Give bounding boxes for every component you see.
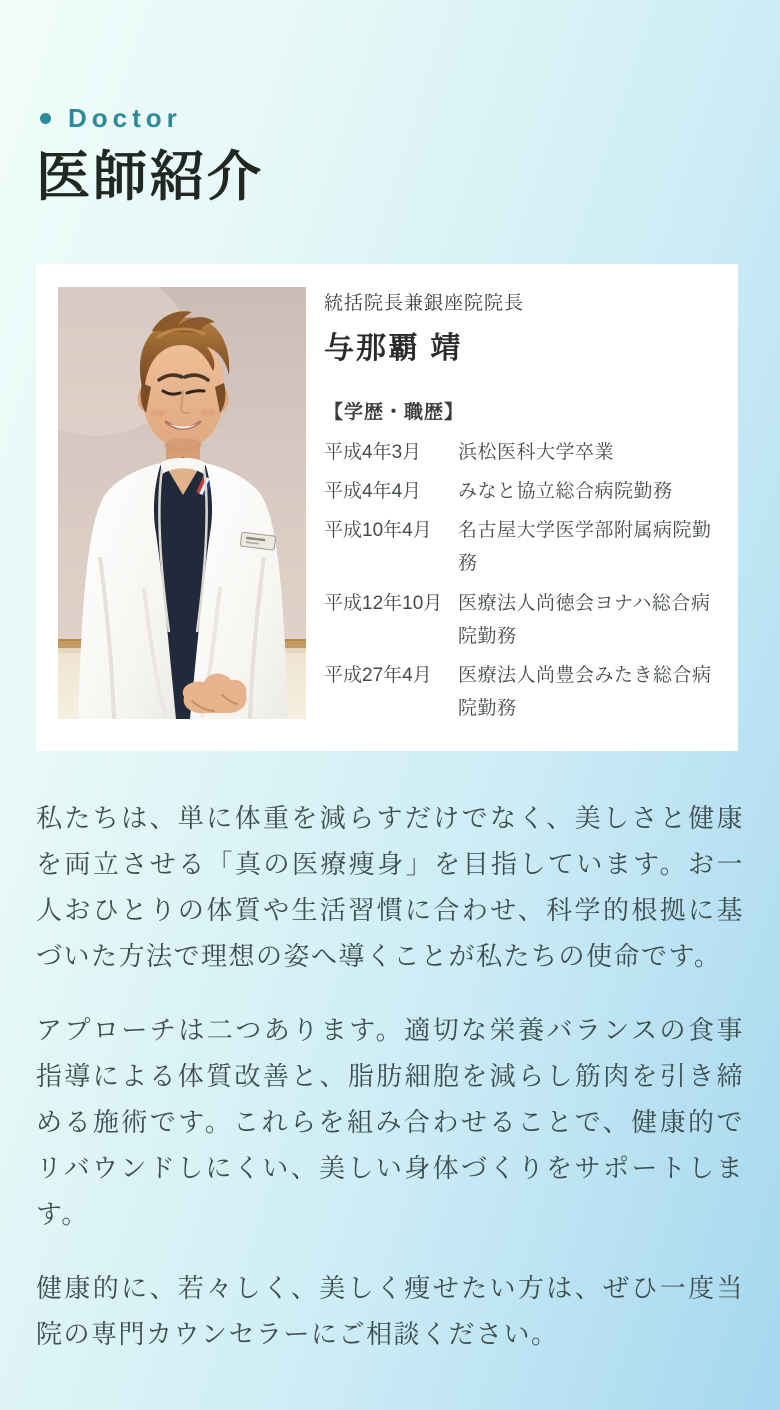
doctor-card [36,264,738,751]
history-desc: 浜松医科大学卒業 [458,441,615,463]
page-title: 医師紹介 [36,147,264,207]
history-list [324,436,716,726]
section-label [36,103,744,134]
doctor-photo [58,287,306,719]
history-row [324,514,716,581]
history-row [324,475,716,508]
history-row [324,587,716,654]
doctor-portrait-illustration [58,287,306,719]
body-paragraph: アプローチは二つあります。適切な栄養バランスの食事指導による体質改善と、脂肪細胞を減らし筋肉を引き締める施術です。これらを組み合わせることで、健康的でリバウンドしにくい、美しい身体づくりをサポートします。 [36,1014,744,1229]
history-desc: 医療法人尚徳会ヨナハ総合病院勤務 [458,592,711,647]
history-date: 平成27年4月 [324,665,432,687]
history-desc: みなと協立総合病院勤務 [458,480,673,502]
body-text [36,795,744,1357]
history-date: 平成12年10月 [324,592,443,614]
section-label-text: Doctor [68,103,182,133]
history-row [324,436,716,469]
history-heading: 【学歴・職歴】 [324,401,465,423]
body-paragraph: 健康的に、若々しく、美しく痩せたい方は、ぜひ一度当院の専門カウンセラーにご相談ください。 [36,1272,744,1349]
body-paragraph: 私たちは、単に体重を減らすだけでなく、美しさと健康を両立させる「真の医療痩身」を目指しています。お一人おひとりの体質や生活習慣に合わせ、科学的根拠に基づいた方法で理想の姿へ導くことが私たちの使命です。 [36,802,744,971]
history-date: 平成4年3月 [324,441,422,463]
history-desc: 医療法人尚豊会みたき総合病院勤務 [458,665,712,720]
doctor-name: 与那覇 靖 [324,331,463,365]
history-date: 平成10年4月 [324,520,432,542]
doctor-position-title: 統括院長兼銀座院院長 [324,293,525,314]
doctor-info [324,287,716,732]
history-desc: 名古屋大学医学部附属病院勤務 [458,520,712,575]
history-row [324,659,716,726]
history-date: 平成4年4月 [324,480,422,502]
bullet-icon [40,113,51,124]
